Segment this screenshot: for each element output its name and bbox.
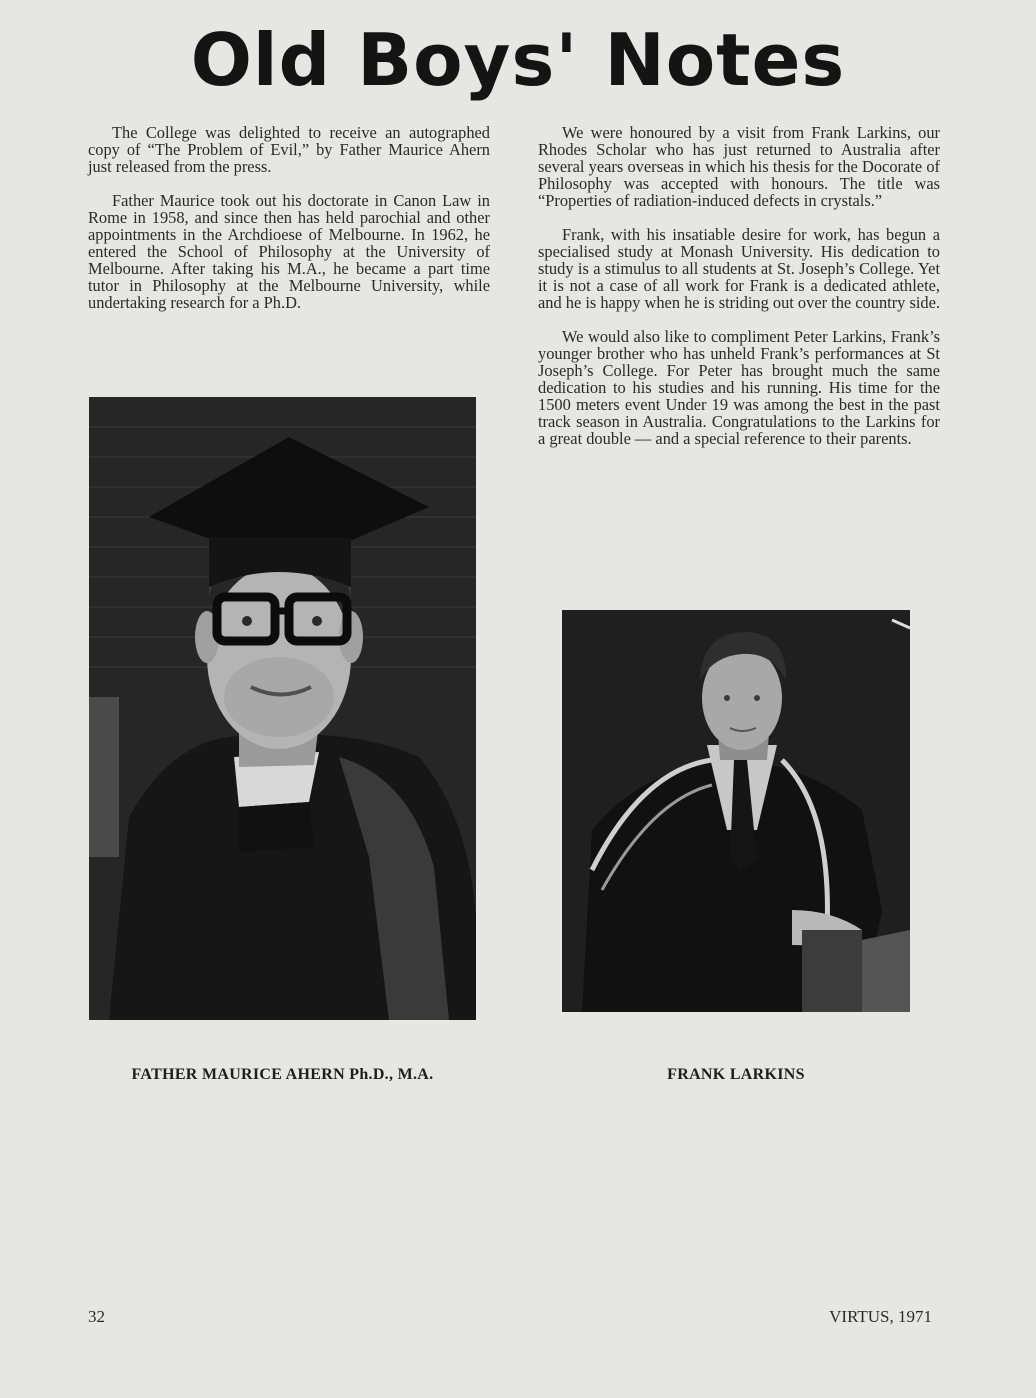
page-title: Old Boys' Notes bbox=[190, 18, 846, 102]
left-column bbox=[88, 124, 490, 328]
page-number: 32 bbox=[88, 1307, 105, 1326]
caption-father-maurice-ahern: FATHER MAURICE AHERN Ph.D., M.A. bbox=[131, 1066, 434, 1083]
caption-frank-larkins: FRANK LARKINS bbox=[667, 1066, 805, 1083]
right-column bbox=[538, 124, 940, 464]
photo-father-maurice-ahern bbox=[89, 397, 476, 1020]
paragraph: The College was delighted to receive an autographed copy of “The Problem of Evil,” by Father Maurice Ahern just released from the press. bbox=[88, 123, 490, 176]
paragraph: Frank, with his insatiable desire for work, has begun a specialised study at Monash University. His dedication to study is a stimulus to all students at St. Joseph’s College. Yet it is not a case of all work for Frank is a dedicated athlete, and he is happy when he is striding out over the country side. bbox=[538, 225, 940, 312]
paragraph: We were honoured by a visit from Frank Larkins, our Rhodes Scholar who has just returned to Australia after several years overseas in which his thesis for the Docorate of Philosophy was accepted with honours. The title was “Properties of radiation-induced defects in crystals.” bbox=[538, 123, 940, 210]
publication-name: VIRTUS, 1971 bbox=[829, 1307, 932, 1326]
photo-frank-larkins bbox=[562, 610, 910, 1012]
paragraph: We would also like to compliment Peter Larkins, Frank’s younger brother who has unheld Frank’s performances at St Joseph’s College. For Peter has brought much the same dedication to his studies and his running. His time for the 1500 meters event Under 19 was among the best in the past track season in Australia. Congratulations to the Larkins for a great double — and a special reference to their parents. bbox=[538, 327, 940, 448]
paragraph: Father Maurice took out his doctorate in Canon Law in Rome in 1958, and since then has held parochial and other appointments in the Archdioese of Melbourne. In 1962, he entered the School of Philosophy at the University of Melbourne. After taking his M.A., he became a part time tutor in Philosophy at the Melbourne University, while undertaking research for a Ph.D. bbox=[88, 191, 490, 312]
